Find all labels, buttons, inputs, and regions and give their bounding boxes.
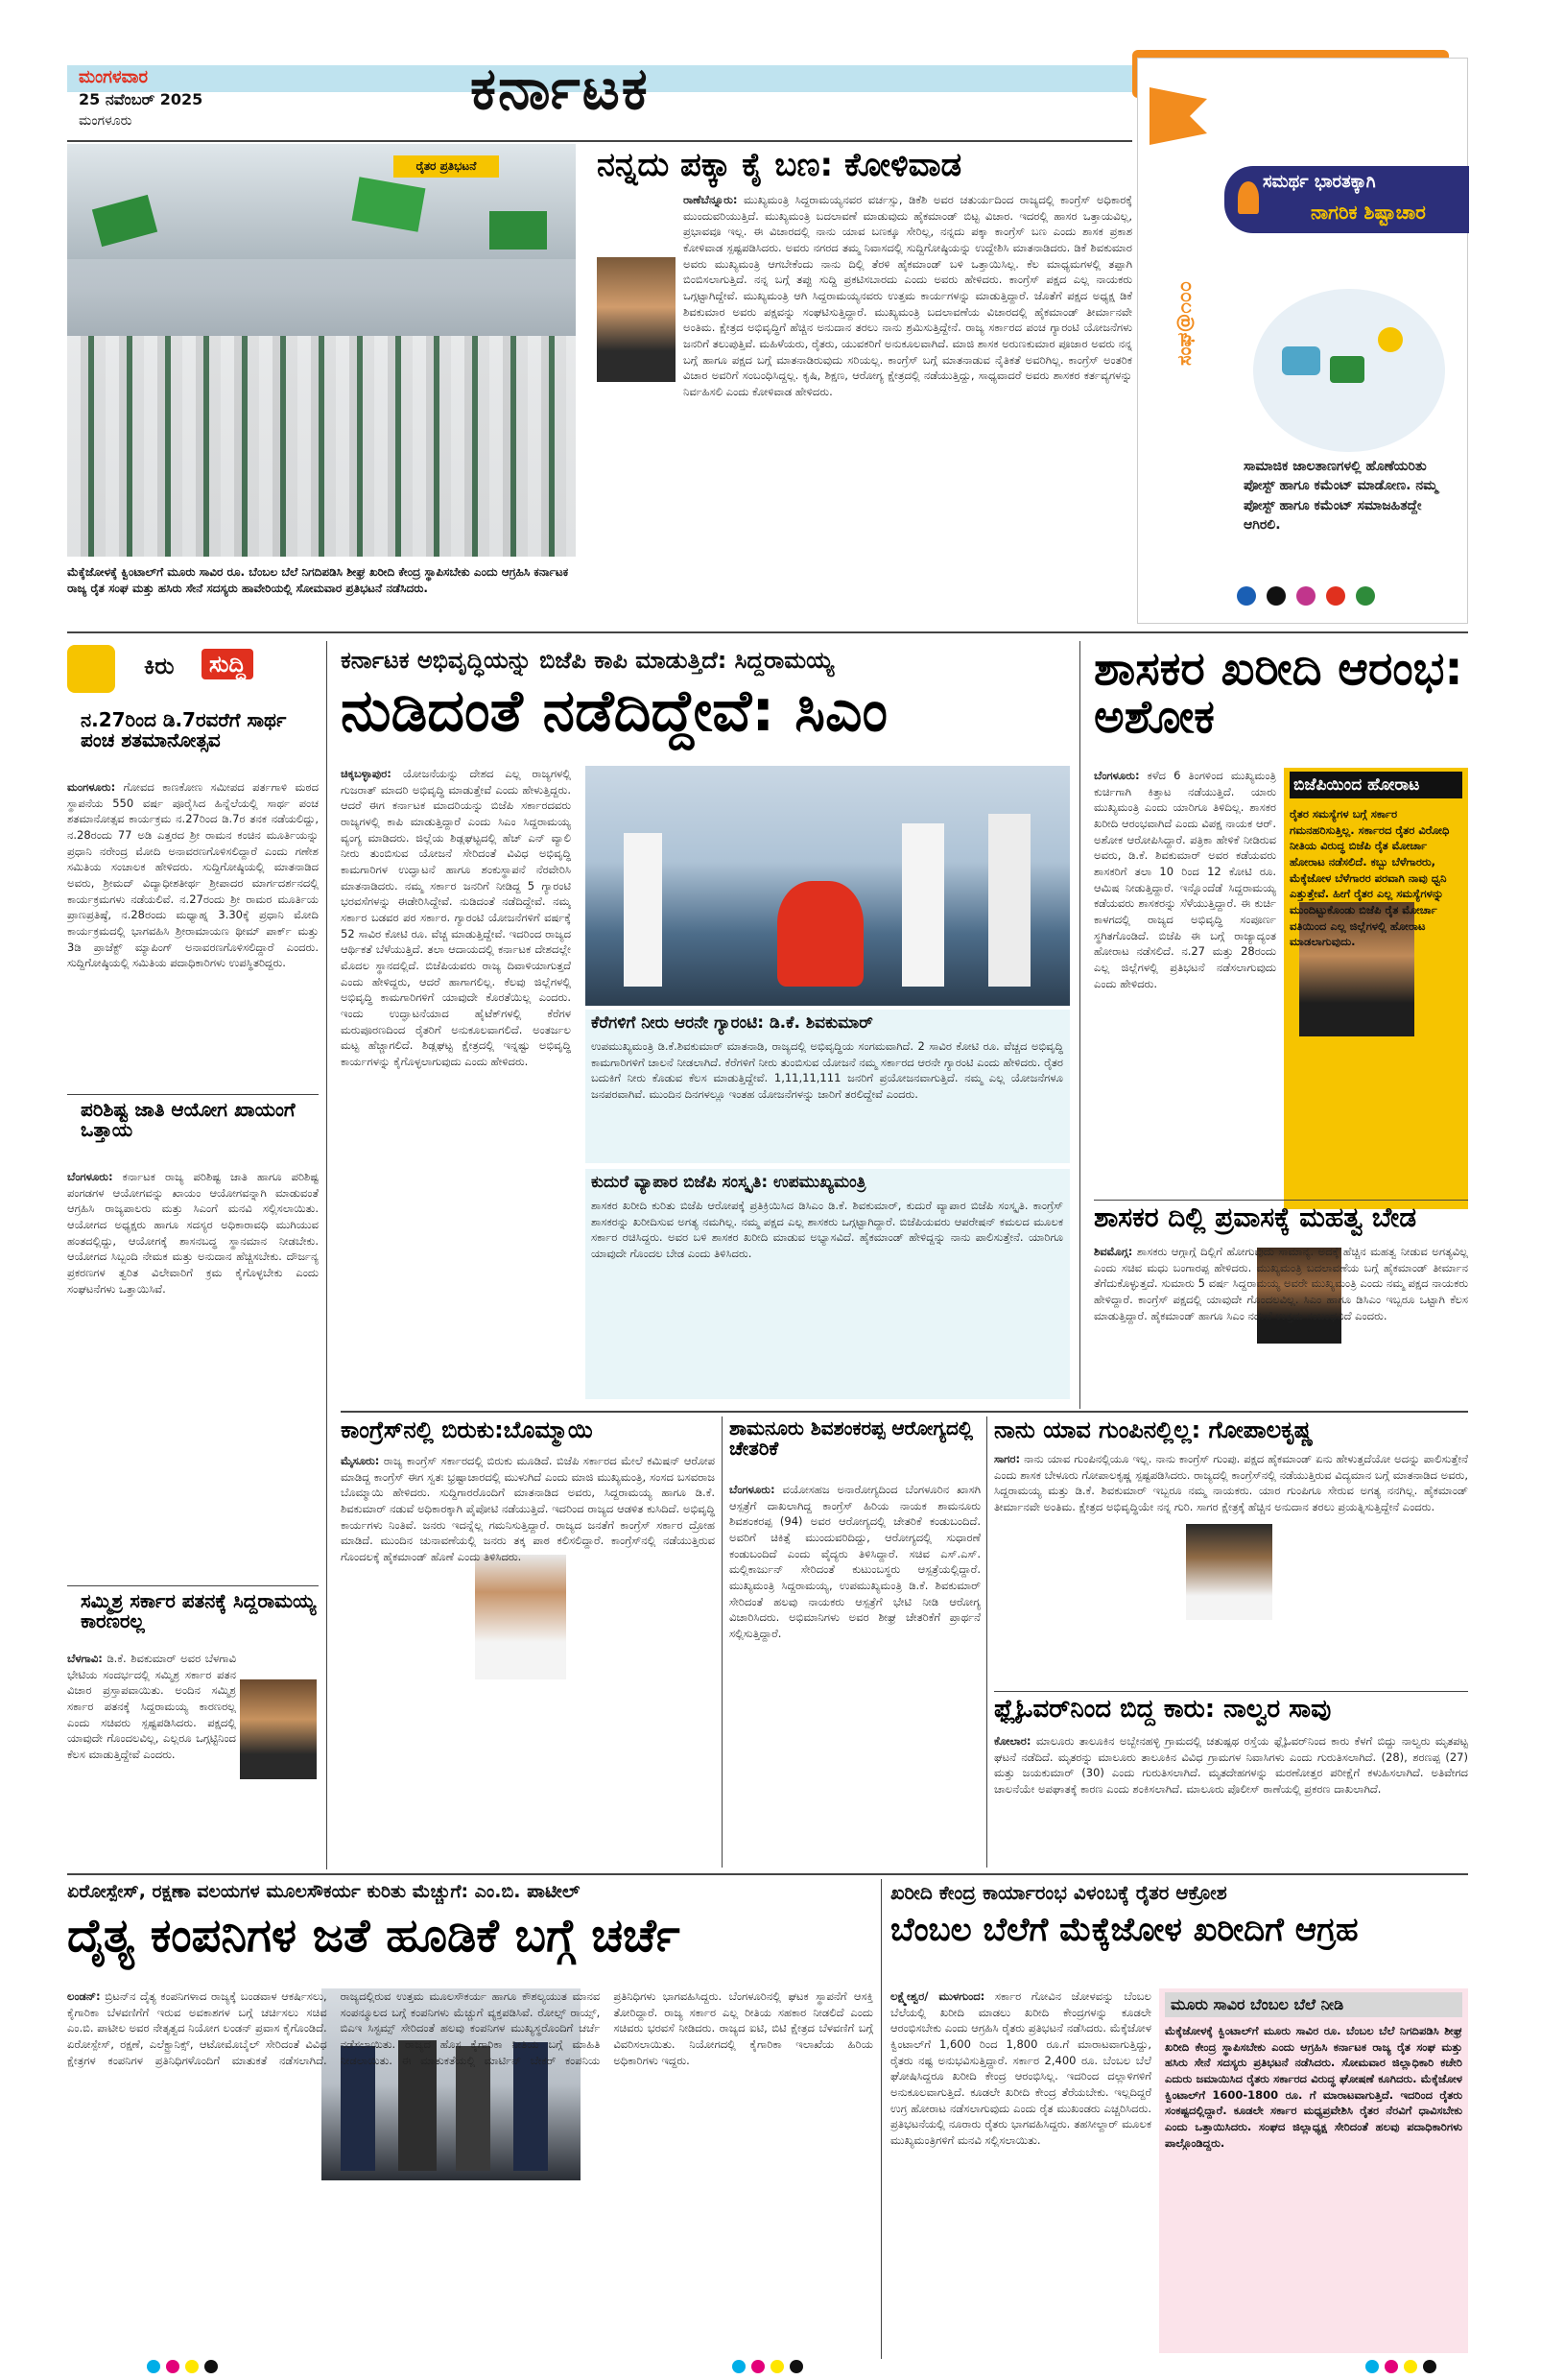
photo-caption: ಮೆಕ್ಕೆಜೋಳಕ್ಕೆ ಕ್ವಿಂಟಾಲ್‌ಗೆ ಮೂರು ಸಾವಿರ ರೂ. ಬೆಂಬಲ ಬೆಲೆ ನಿಗದಿಪಡಿಸಿ ಶೀಘ್ರ ಖರೀದಿ ಕೇಂದ್ರ ಸ್ಥಾಪಿಸಬೇಕು ಎಂದು ಆಗ್ರಹಿಸಿ ಕರ್ನಾಟಕ ರಾಜ್ಯ ರೈತ ಸಂಘ ಮತ್ತು ಹಸಿರು ಸೇನೆ ಸದಸ್ಯರು ಹಾವೇರಿಯಲ್ಲಿ ಸೋಮವಾರ ಪ್ರತಿಭಟನೆ ನಡೆಸಿದರು. (67, 565, 569, 596)
delhi-dateline: ಶಿವಮೊಗ್ಗ: (1094, 1245, 1133, 1258)
shamanur-text: ವಯೋಸಹಜ ಅನಾರೋಗ್ಯದಿಂದ ಬೆಂಗಳೂರಿನ ಖಾಸಗಿ ಆಸ್ಪತ್ರೆಗೆ ದಾಖಲಾಗಿದ್ದ ಕಾಂಗ್ರೆಸ್ ಹಿರಿಯ ನಾಯಕ ಶಾಮನೂರು ಶಿವಶಂಕರಪ್ಪ (94) ಅವರ ಆರೋಗ್ಯದಲ್ಲಿ ಚೇತರಿಕೆ ಕಂಡುಬಂದಿದೆ. ಅವರಿಗೆ ಚಿಕಿತ್ಸೆ ಮುಂದುವರಿದಿದ್ದು, ಆರೋಗ್ಯದಲ್ಲಿ ಸುಧಾರಣೆ ಕಂಡುಬಂದಿದೆ ಎಂದು ವೈದ್ಯರು ತಿಳಿಸಿದ್ದಾರೆ. ಸಚಿವ ಎಸ್.ಎಸ್. ಮಲ್ಲಿಕಾರ್ಜುನ್ ಸೇರಿದಂತೆ ಕುಟುಂಬಸ್ಥರು ಆಸ್ಪತ್ರೆಯಲ್ಲಿದ್ದಾರೆ. ಮುಖ್ಯಮಂತ್ರಿ ಸಿದ್ದರಾಮಯ್ಯ, ಉಪಮುಖ್ಯಮಂತ್ರಿ ಡಿ.ಕೆ. ಶಿವಕುಮಾರ್ ಸೇರಿದಂತೆ ಹಲವು ನಾಯಕರು ಆಸ್ಪತ್ರೆಗೆ ಭೇಟಿ ನೀಡಿ ಆರೋಗ್ಯ ವಿಚಾರಿಸಿದರು. ಅಭಿಮಾನಿಗಳು ಅವರ ಶೀಘ್ರ ಚೇತರಿಕೆಗೆ ಪ್ರಾರ್ಥನೆ ಸಲ್ಲಿಸುತ್ತಿದ್ದಾರೆ. (729, 1483, 981, 1641)
kiru-rule1 (67, 1094, 319, 1095)
shamanur-headline: ಶಾಮನೂರು ಶಿವಶಂಕರಪ್ಪ ಆರೋಗ್ಯದಲ್ಲಿ ಚೇತರಿಕೆ (729, 1416, 974, 1460)
ashoka-body (1094, 768, 1276, 1209)
kiru3-text: ಡಿ.ಕೆ. ಶಿವಕುಮಾರ್ ಅವರ ಬೆಳಗಾವಿ ಭೇಟಿಯ ಸಂದರ್ಭದಲ್ಲಿ ಸಮ್ಮಿಶ್ರ ಸರ್ಕಾರ ಪತನ ವಿಚಾರ ಪ್ರಸ್ತಾಪವಾಯಿತು. ಅಂದಿನ ಸಮ್ಮಿಶ್ರ ಸರ್ಕಾರ ಪತನಕ್ಕೆ ಸಿದ್ದರಾಮಯ್ಯ ಕಾರಣರಲ್ಲ ಎಂದು ಸಚಿವರು ಸ್ಪಷ್ಟಪಡಿಸಿದರು. ಪಕ್ಷದಲ್ಲಿ ಯಾವುದೇ ಗೊಂದಲವಿಲ್ಲ, ಎಲ್ಲರೂ ಒಗ್ಗಟ್ಟಿನಿಂದ ಕೆಲಸ ಮಾಡುತ್ತಿದ್ದೇವೆ ಎಂದರು. (67, 1652, 236, 1762)
facebook-icon[interactable] (1237, 586, 1256, 606)
whatsapp-icon[interactable] (1356, 586, 1375, 606)
col-rule-v4 (986, 1416, 987, 1868)
lead-sub2-body: ಶಾಸಕರ ಖರೀದಿ ಕುರಿತು ಬಿಜೆಪಿ ಆರೋಪಕ್ಕೆ ಪ್ರತಿಕ್ರಿಯಿಸಿದ ಡಿಸಿಎಂ ಡಿ.ಕೆ. ಶಿವಕುಮಾರ್, ಕುದುರೆ ವ್ಯಾಪಾರ ಬಿಜೆಪಿ ಸಂಸ್ಕೃತಿ. ಕಾಂಗ್ರೆಸ್ ಶಾಸಕರನ್ನು ಖರೀದಿಸುವ ಅಗತ್ಯ ನಮಗಿಲ್ಲ. ನಮ್ಮ ಪಕ್ಷದ ಎಲ್ಲ ಶಾಸಕರು ಒಗ್ಗಟ್ಟಾಗಿದ್ದಾರೆ. ಬಿಜೆಪಿಯವರು ಆಪರೇಷನ್ ಕಮಲದ ಮೂಲಕ ಸರ್ಕಾರ ರಚಿಸಿದ್ದರು. ಅವರ ಬಳಿ ಶಾಸಕರ ಖರೀದಿ ಮಾಡುವ ಅಭ್ಯಾಸವಿದೆ. ಹೈಕಮಾಂಡ್ ಹೇಳಿದ್ದನ್ನು ನಾನು ಪಾಲಿಸುತ್ತೇನೆ. ಯಾರಿಗೂ ಯಾವುದೇ ಗೊಂದಲ ಬೇಡ ಎಂದು ತಿಳಿಸಿದರು. (591, 1199, 1063, 1261)
kiru2-dateline: ಬೆಂಗಳೂರು: (67, 1170, 113, 1183)
br-kicker: ಖರೀದಿ ಕೇಂದ್ರ ಕಾರ್ಯಾರಂಭ ವಿಳಂಬಕ್ಕೆ ರೈತರ ಆಕ್ರೋಶ (890, 1881, 1227, 1904)
flag-graphic (1150, 87, 1207, 145)
shamanur-body (729, 1482, 981, 1869)
kiru1-dateline: ಮಂಗಳೂರು: (67, 780, 116, 794)
br-box-title: ಮೂರು ಸಾವಿರ ಬೆಂಬಲ ಬೆಲೆ ನೀಡಿ (1165, 1992, 1462, 2017)
bommai-body (341, 1453, 715, 1869)
promo-banner-line2: ನಾಗರಿಕ ಶಿಷ್ಟಾಚಾರ (1311, 201, 1426, 224)
bl-text: ಬ್ರಿಟನ್‌ನ ದೈತ್ಯ ಕಂಪನಿಗಳಾದ ರಾಜ್ಯಕ್ಕೆ ಬಂಡವಾಳ ಆಕರ್ಷಿಸಲು, ಕೈಗಾರಿಕಾ ಬೆಳವಣಿಗೆಗೆ ಇರುವ ಅವಕಾಶಗಳ ಬಗ್ಗೆ ಚರ್ಚಿಸಲು ಸಚಿವ ಎಂ.ಬಿ. ಪಾಟೀಲ ಅವರ ನೇತೃತ್ವದ ನಿಯೋಗ ಲಂಡನ್ ಪ್ರವಾಸ ಕೈಗೊಂಡಿದೆ. ಏರೋಸ್ಪೇಸ್, ರಕ್ಷಣೆ, ಎಲೆಕ್ಟ್ರಾನಿಕ್ಸ್, ಆಟೋಮೊಬೈಲ್ ಸೇರಿದಂತೆ ವಿವಿಧ ಕ್ಷೇತ್ರಗಳ ಕಂಪನಿಗಳ ಪ್ರತಿನಿಧಿಗಳೊಂದಿಗೆ ಮಾತುಕತೆ ನಡೆಸಲಾಗಿದೆ. ರಾಜ್ಯದಲ್ಲಿರುವ ಉತ್ತಮ ಮೂಲಸೌಕರ್ಯ ಹಾಗೂ ಕೌಶಲ್ಯಯುತ ಮಾನವ ಸಂಪನ್ಮೂಲದ ಬಗ್ಗೆ ಕಂಪನಿಗಳು ಮೆಚ್ಚುಗೆ ವ್ಯಕ್ತಪಡಿಸಿವೆ. ರೋಲ್ಸ್ ರಾಯ್ಸ್, ಬಿಎಇ ಸಿಸ್ಟಮ್ಸ್ ಸೇರಿದಂತೆ ಹಲವು ಕಂಪನಿಗಳ ಮುಖ್ಯಸ್ಥರೊಂದಿಗೆ ಚರ್ಚೆ ನಡೆಸಲಾಯಿತು. ರಾಜ್ಯದ ಹೊಸ ಕೈಗಾರಿಕಾ ನೀತಿಯ ಬಗ್ಗೆ ಮಾಹಿತಿ ನೀಡಲಾಯಿತು. ಈ ಮಾತುಕತೆಯಲ್ಲಿ ಮಾರ್ಟಿನ್ ಬೇಕರ್ ಕಂಪನಿಯ ಪ್ರತಿನಿಧಿಗಳು ಭಾಗವಹಿಸಿದ್ದರು. ಬೆಂಗಳೂರಿನಲ್ಲಿ ಘಟಕ ಸ್ಥಾಪನೆಗೆ ಆಸಕ್ತಿ ತೋರಿದ್ದಾರೆ. ರಾಜ್ಯ ಸರ್ಕಾರ ಎಲ್ಲ ರೀತಿಯ ಸಹಕಾರ ನೀಡಲಿದೆ ಎಂದು ಸಚಿವರು ಭರವಸೆ ನೀಡಿದರು. ರಾಜ್ಯದ ಐಟಿ, ಬಿಟಿ ಕ್ಷೇತ್ರದ ಬೆಳವಣಿಗೆ ಬಗ್ಗೆ ವಿವರಿಸಲಾಯಿತು. ನಿಯೋಗದಲ್ಲಿ ಕೈಗಾರಿಕಾ ಇಲಾಖೆಯ ಹಿರಿಯ ಅಧಿಕಾರಿಗಳು ಇದ್ದರು. (67, 1989, 873, 2067)
shamanur-dateline: ಬೆಂಗಳೂರು: (729, 1483, 775, 1496)
lead-sub2-headline: ಕುದುರೆ ವ್ಯಾಪಾರ ಬಿಜೆಪಿ ಸಂಸ್ಕೃತಿ: ಉಪಮುಖ್ಯಮಂತ್ರಿ (591, 1173, 866, 1192)
kiru3-dateline: ಬೆಳಗಾವಿ: (67, 1652, 103, 1665)
lead-sub1-box (585, 1010, 1070, 1163)
ashoka-box-body: ರೈತರ ಸಮಸ್ಯೆಗಳ ಬಗ್ಗೆ ಸರ್ಕಾರ ಗಮನಹರಿಸುತ್ತಿಲ್ಲ. ಸರ್ಕಾರದ ರೈತರ ವಿರೋಧಿ ನೀತಿಯ ವಿರುದ್ಧ ಬಿಜೆಪಿ ರೈತ ಮೋರ್ಚಾ ಹೋರಾಟ ನಡೆಸಲಿದೆ. ಕಬ್ಬು ಬೆಳೆಗಾರರು, ಮೆಕ್ಕೆಜೋಳ ಬೆಳೆಗಾರರ ಪರವಾಗಿ ನಾವು ಧ್ವನಿ ಎತ್ತುತ್ತೇವೆ. ಹೀಗೆ ರೈತರ ಎಲ್ಲ ಸಮಸ್ಯೆಗಳನ್ನು ಮುಂದಿಟ್ಟುಕೊಂಡು ಬಿಜೆಪಿ ರೈತ ಮೋರ್ಚಾ ವತಿಯಿಂದ ಎಲ್ಲ ಜಿಲ್ಲೆಗಳಲ್ಲಿ ಹೋರಾಟ ಮಾಡಲಾಗುವುದು. (1290, 807, 1450, 949)
masthead-date: 25 ನವೆಂಬರ್ 2025 (79, 90, 203, 108)
ashoka-headline: ಶಾಸಕರ ಖರೀದಿ ಆರಂಭ: ಅಶೋಕ (1094, 642, 1463, 745)
kiru2-body (67, 1169, 319, 1582)
promo-banner (1224, 166, 1469, 233)
lead-photo (585, 766, 1070, 1006)
masthead-day: ಮಂಗಳವಾರ (79, 67, 149, 87)
delhi-text: ಶಾಸಕರು ಆಗ್ಗಾಗ್ಗೆ ದಿಲ್ಲಿಗೆ ಹೋಗುವುದು ಸಾಮಾನ್ಯ. ಅದಕ್ಕೆ ಹೆಚ್ಚಿನ ಮಹತ್ವ ನೀಡುವ ಅಗತ್ಯವಿಲ್ಲ ಎಂದು ಸಚಿವ ಮಧು ಬಂಗಾರಪ್ಪ ಹೇಳಿದರು. ಮುಖ್ಯಮಂತ್ರಿ ಬದಲಾವಣೆಯ ಬಗ್ಗೆ ಹೈಕಮಾಂಡ್ ತೀರ್ಮಾನ ತೆಗೆದುಕೊಳ್ಳುತ್ತದೆ. ಸುಮಾರು 5 ವರ್ಷ ಸಿದ್ದರಾಮಯ್ಯ ಅವರೇ ಮುಖ್ಯಮಂತ್ರಿ ಎಂದು ನಮ್ಮ ಪಕ್ಷದ ನಾಯಕರು ಹೇಳಿದ್ದಾರೆ. ಕಾಂಗ್ರೆಸ್ ಪಕ್ಷದಲ್ಲಿ ಯಾವುದೇ ಗೊಂದಲವಿಲ್ಲ. ಸಿಎಂ ಹಾಗೂ ಡಿಸಿಎಂ ಇಬ್ಬರೂ ಒಟ್ಟಾಗಿ ಕೆಲಸ ಮಾಡುತ್ತಿದ್ದಾರೆ. ಹೈಕಮಾಂಡ್ ಹಾಗೂ ಸಿಎಂ ನಡುವೆ ಉತ್ತಮ ಸಂಬಂಧವಿದೆ ಎಂದರು. (1094, 1245, 1468, 1322)
br-box-body: ಮೆಕ್ಕೆಜೋಳಕ್ಕೆ ಕ್ವಿಂಟಾಲ್‌ಗೆ ಮೂರು ಸಾವಿರ ರೂ. ಬೆಂಬಲ ಬೆಲೆ ನಿಗದಿಪಡಿಸಿ ಶೀಘ್ರ ಖರೀದಿ ಕೇಂದ್ರ ಸ್ಥಾಪಿಸಬೇಕು ಎಂದು ಆಗ್ರಹಿಸಿ ಕರ್ನಾಟಕ ರಾಜ್ಯ ರೈತ ಸಂಘ ಮತ್ತು ಹಸಿರು ಸೇನೆ ಸದಸ್ಯರು ಪ್ರತಿಭಟನೆ ನಡೆಸಿದರು. ಸೋಮವಾರ ಜಿಲ್ಲಾಧಿಕಾರಿ ಕಚೇರಿ ಎದುರು ಜಮಾಯಿಸಿದ ರೈತರು ಸರ್ಕಾರದ ವಿರುದ್ಧ ಘೋಷಣೆ ಕೂಗಿದರು. ಮೆಕ್ಕೆಜೋಳ ಕ್ವಿಂಟಾಲ್‌ಗೆ 1600-1800 ರೂ. ಗೆ ಮಾರಾಟವಾಗುತ್ತಿದೆ. ಇದರಿಂದ ರೈತರು ಸಂಕಷ್ಟದಲ್ಲಿದ್ದಾರೆ. ಕೂಡಲೇ ಸರ್ಕಾರ ಮಧ್ಯಪ್ರವೇಶಿಸಿ ರೈತರ ನೆರವಿಗೆ ಧಾವಿಸಬೇಕು ಎಂದು ಒತ್ತಾಯಿಸಿದರು. ಸಂಘದ ಜಿಲ್ಲಾಧ್ಯಕ್ಷ ಸೇರಿದಂತೆ ಹಲವು ಪದಾಧಿಕಾರಿಗಳು ಪಾಲ್ಗೊಂಡಿದ್ದರು. (1165, 2024, 1462, 2150)
hand-icon (67, 645, 115, 693)
row2-rule (341, 1411, 1468, 1413)
kiru1-headline: ನ.27ರಿಂದ ಡಿ.7ರವರೆಗೆ ಸಾರ್ಥ ಪಂಚ ಶತಮಾನೋತ್ಸವ (81, 708, 287, 751)
print-marks-left (144, 2359, 221, 2377)
col-rule-v5 (881, 1879, 882, 2359)
kolivad-headline: ನನ್ನದು ಪಕ್ಕಾ ಕೈ ಬಣ: ಕೋಳಿವಾಡ (597, 146, 962, 184)
col-rule-v3 (722, 1416, 723, 1868)
masthead-place: ಮಂಗಳೂರು (79, 113, 132, 129)
kirusuddi-label (67, 645, 326, 691)
gopalakrishna-dateline: ಸಾಗರ: (994, 1452, 1021, 1465)
social-graphic (1253, 289, 1445, 452)
emoji-icon (1378, 327, 1403, 352)
ashoka-dateline: ಬೆಂಗಳೂರು: (1094, 769, 1140, 782)
kiru2-headline: ಪರಿಶಿಷ್ಟ ಜಾತಿ ಆಯೋಗ ಖಾಯಂಗೆ ಒತ್ತಾಯ (81, 1098, 296, 1141)
gopalakrishna-body (994, 1451, 1468, 1679)
masthead-rule (67, 140, 1132, 142)
social-icons (1234, 586, 1378, 609)
instagram-icon[interactable] (1296, 586, 1316, 606)
kiru1-body (67, 779, 319, 1090)
row1-rule (67, 631, 1468, 633)
farmers-protest-photo (67, 144, 576, 557)
lead-headline: ನುಡಿದಂತೆ ನಡೆದಿದ್ದೇವೆ: ಸಿಎಂ (341, 678, 889, 745)
section-title: ಕರ್ನಾಟಕ (470, 56, 650, 123)
kirusuddi-label-b: ಸುದ್ದಿ (202, 649, 253, 679)
kiru1-text: ಗೋವದ ಕಾಣಕೋಣ ಸಮೀಪದ ಪರ್ತಗಾಳಿ ಮಠದ ಸ್ಥಾಪನೆಯ 550 ವರ್ಷ ಪೂರೈಸಿದ ಹಿನ್ನೆಲೆಯಲ್ಲಿ ಸಾರ್ಥ ಪಂಚ ಶತಮಾನೋತ್ಸವ ಕಾರ್ಯಕ್ರಮ ನ.27ರಿಂದ ಡಿ.7ರ ತನಕ ನಡೆಯಲಿದ್ದು, ನ.28ರಂದು 77 ಅಡಿ ಎತ್ತರದ ಶ್ರೀ ರಾಮನ ಕಂಚಿನ ಮೂರ್ತಿಯನ್ನು ಪ್ರಧಾನಿ ನರೇಂದ್ರ ಮೋದಿ ಅನಾವರಣಗೊಳಿಸಲಿದ್ದಾರೆ ಎಂದು ಗಣೇಶ ಸಮಿತಿಯ ಸಂಚಾಲಕ ಹೇಳಿದರು. ಸುದ್ದಿಗೋಷ್ಠಿಯಲ್ಲಿ ಮಾತನಾಡಿದ ಅವರು, ಶ್ರೀಮದ್ ವಿದ್ಯಾಧೀಶತೀರ್ಥ ಶ್ರೀಪಾದರ ಮಾರ್ಗದರ್ಶನದಲ್ಲಿ ಕಾರ್ಯಕ್ರಮಗಳು ನಡೆಯಲಿವೆ. ನ.27ರಂದು ಶ್ರೀ ರಾಮರ ಮೂರ್ತಿಯ ಪ್ರಾಣಪ್ರತಿಷ್ಠೆ, ನ.28ರಂದು ಮಧ್ಯಾಹ್ನ 3.30ಕ್ಕೆ ಪ್ರಧಾನಿ ಮೋದಿ ಕಾರ್ಯಕ್ರಮದಲ್ಲಿ ಭಾಗವಹಿಸಿ ಶ್ರೀರಾಮಾಯಣ ಥೀಮ್ ಪಾರ್ಕ್ ಮತ್ತು 3ಡಿ ಪ್ರಾಜೆಕ್ಟ್ ಮ್ಯಾಪಿಂಗ್ ಅನಾವರಣಗೊಳಿಸಲಿದ್ದಾರೆ ಎಂದರು. ಸುದ್ದಿಗೋಷ್ಠಿಯಲ್ಲಿ ಸಮಿತಿಯ ಪದಾಧಿಕಾರಿಗಳು ಉಪಸ್ಥಿತರಿದ್ದರು. (67, 780, 319, 970)
flyover-text: ಮಾಲೂರು ತಾಲೂಕಿನ ಅಬ್ಬೇನಹಳ್ಳಿ ಗ್ರಾಮದಲ್ಲಿ ಚತುಷ್ಪಥ ರಸ್ತೆಯ ಫ್ಲೈಓವರ್‌ನಿಂದ ಕಾರು ಕೆಳಗೆ ಬಿದ್ದು ನಾಲ್ವರು ಮೃತಪಟ್ಟ ಘಟನೆ ನಡೆದಿದೆ. ಮೃತರನ್ನು ಮಾಲೂರು ತಾಲೂಕಿನ ವಿವಿಧ ಗ್ರಾಮಗಳ ನಿವಾಸಿಗಳು ಎಂದು ಗುರುತಿಸಲಾಗಿದೆ. (28), ಶರಣಪ್ಪ (27) ಮತ್ತು ಜಯಕುಮಾರ್ (30) ಎಂದು ಗುರುತಿಸಲಾಗಿದೆ. ಮೃತದೇಹಗಳನ್ನು ಮರಣೋತ್ತರ ಪರೀಕ್ಷೆಗೆ ಕಳುಹಿಸಲಾಗಿದೆ. ಅತಿವೇಗದ ಚಾಲನೆಯೇ ಅಪಘಾತಕ್ಕೆ ಕಾರಣ ಎಂದು ಶಂಕಿಸಲಾಗಿದೆ. ಮಾಲೂರು ಪೊಲೀಸ್ ಠಾಣೆಯಲ್ಲಿ ಪ್ರಕರಣ ದಾಖಲಾಗಿದೆ. (994, 1734, 1468, 1797)
br-body (890, 1988, 1151, 2353)
chat-icon (1282, 346, 1320, 375)
lead-body (341, 766, 571, 1399)
bommai-headline: ಕಾಂಗ್ರೆಸ್‌ನಲ್ಲಿ ಬಿರುಕು:ಬೊಮ್ಮಾಯಿ (341, 1416, 593, 1443)
lead-text: ಯೋಜನೆಯನ್ನು ದೇಶದ ಎಲ್ಲ ರಾಜ್ಯಗಳಲ್ಲಿ ಗುಜರಾತ್ ಮಾದರಿ ಅಭಿವೃದ್ಧಿ ಮಾಡುತ್ತೇವೆ ಎಂದು ಹೇಳುತ್ತಿದ್ದರು. ಆದರೆ ಈಗ ಕರ್ನಾಟಕ ಮಾದರಿಯನ್ನು ಬಿಜೆಪಿ ಸರ್ಕಾರದವರು ರಾಜ್ಯಗಳಲ್ಲಿ ಕಾಪಿ ಮಾಡುತ್ತಿದ್ದಾರೆ ಎಂದು ಸಿಎಂ ಸಿದ್ದರಾಮಯ್ಯ ವ್ಯಂಗ್ಯ ಮಾಡಿದರು. ಜಿಲ್ಲೆಯ ಶಿಡ್ಲಘಟ್ಟದಲ್ಲಿ ಹೆಚ್ ಎನ್ ವ್ಯಾಲಿ ನೀರು ತುಂಬಿಸುವ ಯೋಜನೆ ಸೇರಿದಂತೆ ವಿವಿಧ ಅಭಿವೃದ್ಧಿ ಕಾಮಗಾರಿಗಳ ಉದ್ಘಾಟನೆ ಹಾಗೂ ಶಂಕುಸ್ಥಾಪನೆ ನೆರವೇರಿಸಿ ಮಾತನಾಡಿದರು. ನಮ್ಮ ಸರ್ಕಾರ ಜನರಿಗೆ ನೀಡಿದ್ದ 5 ಗ್ಯಾರಂಟಿ ಭರವಸೆಗಳನ್ನು ಈಡೇರಿಸಿದ್ದೇವೆ. ನುಡಿದಂತೆ ನಡೆದಿದ್ದೇವೆ. ನಮ್ಮ ಸರ್ಕಾರ ಬಡವರ ಪರ ಸರ್ಕಾರ. ಗ್ಯಾರಂಟಿ ಯೋಜನೆಗಳಿಗೆ ವರ್ಷಕ್ಕೆ 52 ಸಾವಿರ ಕೋಟಿ ರೂ. ವೆಚ್ಚ ಮಾಡುತ್ತಿದ್ದೇವೆ. ಇದರಿಂದ ರಾಜ್ಯದ ಆರ್ಥಿಕತೆ ಬೆಳೆಯುತ್ತಿದೆ. ತಲಾ ಆದಾಯದಲ್ಲಿ ಕರ್ನಾಟಕ ದೇಶದಲ್ಲೇ ಮೊದಲ ಸ್ಥಾನದಲ್ಲಿದೆ. ಬಿಜೆಪಿಯವರು ರಾಜ್ಯ ದಿವಾಳಿಯಾಗುತ್ತದೆ ಎಂದು ಹೇಳಿದ್ದರು, ಆದರೆ ಹಾಗಾಗಲಿಲ್ಲ. ಕೆಲವು ಜಿಲ್ಲೆಗಳಲ್ಲಿ ಅಭಿವೃದ್ಧಿ ಕಾಮಗಾರಿಗಳಿಗೆ ಯಾವುದೇ ಕೊರತೆಯಿಲ್ಲ ಎಂದರು. ಇಂದು ಉದ್ಘಾಟನೆಯಾದ ಹೈಟೆಕ್‌ಗಳಲ್ಲಿ ಕೆರೆಗಳ ಮರುಪೂರಣದಿಂದ ರೈತರಿಗೆ ಅನುಕೂಲವಾಗಲಿದೆ. ಅಂತರ್ಜಲ ಮಟ್ಟ ಹೆಚ್ಚಾಗಲಿದೆ. ಶಿಡ್ಲಘಟ್ಟ ಕ್ಷೇತ್ರದಲ್ಲಿ ಇನ್ನಷ್ಟು ಅಭಿವೃದ್ಧಿ ಕಾರ್ಯಗಳನ್ನು ಕೈಗೊಳ್ಳಲಾಗುವುದು ಎಂದು ಹೇಳಿದರು. (341, 767, 571, 1069)
bl-body (67, 1988, 873, 2353)
lead-kicker: ಕರ್ನಾಟಕ ಅಭಿವೃದ್ಧಿಯನ್ನು ಬಿಜೆಪಿ ಕಾಪಿ ಮಾಡುತ್ತಿದೆ: ಸಿದ್ದರಾಮಯ್ಯ (341, 647, 835, 674)
promo-box (1137, 58, 1468, 624)
flyover-dateline: ಕೋಲಾರ: (994, 1734, 1031, 1748)
br-box (1159, 1988, 1468, 2353)
promo-banner-line1: ಸಮರ್ಥ ಭಾರತಕ್ಕಾಗಿ (1263, 172, 1376, 192)
ashoka-text: ಕಳೆದ 6 ತಿಂಗಳಿಂದ ಮುಖ್ಯಮಂತ್ರಿ ಕುರ್ಚಿಗಾಗಿ ಕಿತ್ತಾಟ ನಡೆಯುತ್ತಿದೆ. ಯಾರು ಮುಖ್ಯಮಂತ್ರಿ ಎಂದು ಯಾರಿಗೂ ತಿಳಿದಿಲ್ಲ. ಶಾಸಕರ ಖರೀದಿ ಆರಂಭವಾಗಿದೆ ಎಂದು ವಿಪಕ್ಷ ನಾಯಕ ಆರ್. ಅಶೋಕ ಆರೋಪಿಸಿದ್ದಾರೆ. ಪತ್ರಿಕಾ ಹೇಳಿಕೆ ನೀಡಿರುವ ಅವರು, ಡಿ.ಕೆ. ಶಿವಕುಮಾರ್ ಅವರ ಕಡೆಯವರು ಶಾಸಕರಿಗೆ ತಲಾ 10 ರಿಂದ 12 ಕೋಟಿ ರೂ. ಆಮಿಷ ನೀಡುತ್ತಿದ್ದಾರೆ. ಇನ್ನೊಂದೆಡೆ ಸಿದ್ದರಾಮಯ್ಯ ಕಡೆಯವರು ಶಾಸಕರನ್ನು ಸೆಳೆಯುತ್ತಿದ್ದಾರೆ. ಈ ಕುರ್ಚಿ ಕಾಳಗದಲ್ಲಿ ರಾಜ್ಯದ ಅಭಿವೃದ್ಧಿ ಸಂಪೂರ್ಣ ಸ್ಥಗಿತಗೊಂಡಿದೆ. ಬಿಜೆಪಿ ಈ ಬಗ್ಗೆ ರಾಜ್ಯಾದ್ಯಂತ ಹೋರಾಟ ನಡೆಸಲಿದೆ. ನ.27 ಮತ್ತು 28ರಂದು ಎಲ್ಲ ಜಿಲ್ಲೆಗಳಲ್ಲಿ ಪ್ರತಿಭಟನೆ ನಡೆಸಲಾಗುವುದು ಎಂದು ಹೇಳಿದರು. (1094, 769, 1276, 990)
kiru2-text: ಕರ್ನಾಟಕ ರಾಜ್ಯ ಪರಿಶಿಷ್ಟ ಜಾತಿ ಹಾಗೂ ಪರಿಶಿಷ್ಟ ಪಂಗಡಗಳ ಆಯೋಗವನ್ನು ಖಾಯಂ ಆಯೋಗವನ್ನಾಗಿ ಮಾಡುವಂತೆ ಆಗ್ರಹಿಸಿ ರಾಜ್ಯಪಾಲರು ಮತ್ತು ಸಿಎಂಗೆ ಮನವಿ ಸಲ್ಲಿಸಲಾಯಿತು. ಆಯೋಗದ ಅಧ್ಯಕ್ಷರು ಹಾಗೂ ಸದಸ್ಯರ ಅಧಿಕಾರಾವಧಿ ಮುಗಿಯುವ ಹಂತದಲ್ಲಿದ್ದು, ಆಯೋಗಕ್ಕೆ ಶಾಸನಬದ್ಧ ಸ್ಥಾನಮಾನ ನೀಡಬೇಕು. ಆಯೋಗದ ಸಿಬ್ಬಂದಿ ನೇಮಕ ಮತ್ತು ಅನುದಾನ ಹೆಚ್ಚಿಸಬೇಕು. ದೌರ್ಜನ್ಯ ಪ್ರಕರಣಗಳ ತ್ವರಿತ ವಿಲೇವಾರಿಗೆ ಕ್ರಮ ಕೈಗೊಳ್ಳಬೇಕು ಎಂದು ಸಂಘಟನೆಗಳು ಒತ್ತಾಯಿಸಿವೆ. (67, 1170, 319, 1296)
print-marks-right (1363, 2359, 1439, 2377)
x-icon[interactable] (1267, 586, 1286, 606)
col-rule-v1 (326, 641, 327, 1869)
ashoka-rule (1094, 1200, 1468, 1201)
row3-rule (67, 1873, 1468, 1875)
delhi-body (1094, 1244, 1468, 1399)
bommai-text: ರಾಜ್ಯ ಕಾಂಗ್ರೆಸ್ ಸರ್ಕಾರದಲ್ಲಿ ಬಿರುಕು ಮೂಡಿದೆ. ಬಿಜೆಪಿ ಸರ್ಕಾರದ ಮೇಲೆ ಕಮಿಷನ್ ಆರೋಪ ಮಾಡಿದ್ದ ಕಾಂಗ್ರೆಸ್ ಈಗ ಸ್ವತಃ ಭ್ರಷ್ಟಾಚಾರದಲ್ಲಿ ಮುಳುಗಿದೆ ಎಂದು ಮಾಜಿ ಮುಖ್ಯಮಂತ್ರಿ, ಸಂಸದ ಬಸವರಾಜ ಬೊಮ್ಮಾಯಿ ಹೇಳಿದರು. ಸುದ್ದಿಗಾರರೊಂದಿಗೆ ಮಾತನಾಡಿದ ಅವರು, ಸಿದ್ದರಾಮಯ್ಯ ಹಾಗೂ ಡಿ.ಕೆ. ಶಿವಕುಮಾರ್ ನಡುವೆ ಅಧಿಕಾರಕ್ಕಾಗಿ ಪೈಪೋಟಿ ನಡೆಯುತ್ತಿದೆ. ಇದರಿಂದ ರಾಜ್ಯದ ಆಡಳಿತ ಕುಸಿದಿದೆ. ಅಭಿವೃದ್ಧಿ ಕಾರ್ಯಗಳು ನಿಂತಿವೆ. ಜನರು ಇದನ್ನೆಲ್ಲ ಗಮನಿಸುತ್ತಿದ್ದಾರೆ. ರಾಜ್ಯದ ಜನತೆಗೆ ಕಾಂಗ್ರೆಸ್ ಸರ್ಕಾರ ದ್ರೋಹ ಮಾಡಿದೆ. ಮುಂದಿನ ಚುನಾವಣೆಯಲ್ಲಿ ಜನರು ತಕ್ಕ ಪಾಠ ಕಲಿಸಲಿದ್ದಾರೆ. ಕಾಂಗ್ರೆಸ್‌ನಲ್ಲಿ ನಡೆಯುತ್ತಿರುವ ಗೊಂದಲಕ್ಕೆ ಹೈಕಮಾಂಡ್ ಹೊಣೆ ಎಂದು ತಿಳಿಸಿದರು. (341, 1454, 715, 1564)
delhi-headline: ಶಾಸಕರ ದಿಲ್ಲಿ ಪ್ರವಾಸಕ್ಕೆ ಮಹತ್ವ ಬೇಡ (1094, 1202, 1417, 1233)
br-headline: ಬೆಂಬಲ ಬೆಲೆಗೆ ಮೆಕ್ಕೆಜೋಳ ಖರೀದಿಗೆ ಆಗ್ರಹ (890, 1911, 1359, 1949)
gopalakrishna-headline: ನಾನು ಯಾವ ಗುಂಪಿನಲ್ಲಿಲ್ಲ: ಗೋಪಾಲಕೃಷ್ಣ (994, 1416, 1314, 1443)
lead-sub2-box (585, 1169, 1070, 1399)
bommai-dateline: ಮೈಸೂರು: (341, 1454, 380, 1467)
bl-headline: ದೈತ್ಯ ಕಂಪನಿಗಳ ಜತೆ ಹೂಡಿಕೆ ಬಗ್ಗೆ ಚರ್ಚೆ (67, 1909, 680, 1963)
ashoka-box-title: ಬಿಜೆಪಿಯಿಂದ ಹೋರಾಟ (1290, 772, 1462, 798)
lead-dateline: ಚಿಕ್ಕಬಳ್ಳಾಪುರ: (341, 767, 391, 780)
kiru3-headline: ಸಮ್ಮಿಶ್ರ ಸರ್ಕಾರ ಪತನಕ್ಕೆ ಸಿದ್ದರಾಮಯ್ಯ ಕಾರಣರಲ್ಲ (81, 1589, 317, 1632)
promo-side-text: ಸಂಘ@೧೦೦ (1173, 280, 1196, 366)
ashoka-box (1284, 768, 1468, 1209)
gopalakrishna-text: ನಾನು ಯಾವ ಗುಂಪಿನಲ್ಲಿಯೂ ಇಲ್ಲ. ನಾನು ಕಾಂಗ್ರೆಸ್ ಗುಂಪು. ಪಕ್ಷದ ಹೈಕಮಾಂಡ್ ಏನು ಹೇಳುತ್ತದೆಯೋ ಅದನ್ನು ಪಾಲಿಸುತ್ತೇನೆ ಎಂದು ಶಾಸಕ ಬೇಳೂರು ಗೋಪಾಲಕೃಷ್ಣ ಸ್ಪಷ್ಟಪಡಿಸಿದರು. ರಾಜ್ಯದಲ್ಲಿ ಕಾಂಗ್ರೆಸ್‌ನಲ್ಲಿ ನಡೆಯುತ್ತಿರುವ ವಿದ್ಯಮಾನ ಬಗ್ಗೆ ಮಾತನಾಡಿದ ಅವರು, ಸಿದ್ದರಾಮಯ್ಯ ಮತ್ತು ಡಿ.ಕೆ. ಶಿವಕುಮಾರ್ ಇಬ್ಬರೂ ನಮ್ಮ ನಾಯಕರು. ಯಾರ ಗುಂಪಿಗೂ ಸೇರುವ ಅಗತ್ಯ ನನಗಿಲ್ಲ. ಹೈಕಮಾಂಡ್ ತೀರ್ಮಾನವೇ ಅಂತಿಮ. ಕ್ಷೇತ್ರದ ಅಭಿವೃದ್ಧಿಯೇ ನನ್ನ ಗುರಿ. ಸಾಗರ ಕ್ಷೇತ್ರಕ್ಕೆ ಹೆಚ್ಚಿನ ಅನುದಾನ ತರಲು ಪ್ರಯತ್ನಿಸುತ್ತಿದ್ದೇನೆ ಎಂದರು. (994, 1452, 1468, 1514)
flyover-body (994, 1733, 1468, 1869)
flyover-headline: ಫ್ಲೈಓವರ್‌ನಿಂದ ಬಿದ್ದ ಕಾರು: ನಾಲ್ವರ ಸಾವು (994, 1695, 1332, 1724)
br-text: ಸರ್ಕಾರ ಗೋವಿನ ಜೋಳವನ್ನು ಬೆಂಬಲ ಬೆಲೆಯಲ್ಲಿ ಖರೀದಿ ಮಾಡಲು ಖರೀದಿ ಕೇಂದ್ರಗಳನ್ನು ಕೂಡಲೇ ಆರಂಭಿಸಬೇಕು ಎಂದು ಆಗ್ರಹಿಸಿ ರೈತರು ಪ್ರತಿಭಟನೆ ನಡೆಸಿದರು. ಮೆಕ್ಕೆಜೋಳ ಕ್ವಿಂಟಾಲ್‌ಗೆ 1,600 ರಿಂದ 1,800 ರೂ.ಗೆ ಮಾರಾಟವಾಗುತ್ತಿದ್ದು, ರೈತರು ನಷ್ಟ ಅನುಭವಿಸುತ್ತಿದ್ದಾರೆ. ಸರ್ಕಾರ 2,400 ರೂ. ಬೆಂಬಲ ಬೆಲೆ ಘೋಷಿಸಿದ್ದರೂ ಖರೀದಿ ಕೇಂದ್ರ ಆರಂಭಿಸಿಲ್ಲ. ಇದರಿಂದ ದಲ್ಲಾಳಿಗಳಿಗೆ ಅನುಕೂಲವಾಗುತ್ತಿದೆ. ಕೂಡಲೇ ಖರೀದಿ ಕೇಂದ್ರ ತೆರೆಯಬೇಕು. ಇಲ್ಲದಿದ್ದರೆ ಉಗ್ರ ಹೋರಾಟ ನಡೆಸಲಾಗುವುದು ಎಂದು ರೈತ ಮುಖಂಡರು ಎಚ್ಚರಿಸಿದರು. ಪ್ರತಿಭಟನೆಯಲ್ಲಿ ನೂರಾರು ರೈತರು ಭಾಗವಹಿಸಿದ್ದರು. ತಹಸೀಲ್ದಾರ್ ಮೂಲಕ ಮುಖ್ಯಮಂತ್ರಿಗಳಿಗೆ ಮನವಿ ಸಲ್ಲಿಸಲಾಯಿತು. (890, 1989, 1151, 2148)
kirusuddi-label-a: ಕಿರು (144, 653, 175, 679)
kolivad-text: ಮುಖ್ಯಮಂತ್ರಿ ಸಿದ್ದರಾಮಯ್ಯನವರ ವರ್ಚಸ್ಸು, ಡಿಕೆಶಿ ಅವರ ಚತುರ್ಯದಿಂದ ರಾಜ್ಯದಲ್ಲಿ ಕಾಂಗ್ರೆಸ್ ಅಧಿಕಾರಕ್ಕೆ ಮುಂದುವರಿಯುತ್ತಿದೆ. ಮುಖ್ಯಮಂತ್ರಿ ಬದಲಾವಣೆ ಮಾಡುವುದು ಹೈಕಮಾಂಡ್ ಬಿಟ್ಟ ವಿಚಾರ. ಇದರಲ್ಲಿ ಹಾಸರ ಒತ್ತಾಯವಿಲ್ಲ, ಪ್ರಭಾವವೂ ಇಲ್ಲ. ಈ ವಿಚಾರದಲ್ಲಿ ನಾನು ಯಾವ ಬಣಕ್ಕೂ ಸೇರಿಲ್ಲ, ನನ್ನದು ಪಕ್ಕಾ ಕಾಂಗ್ರೆಸ್ ಬಣ ಎಂದು ಶಾಸಕ ಪ್ರಕಾಶ ಕೋಳಿವಾಡ ಸ್ಪಷ್ಟಪಡಿಸಿದರು. ಅವರು ನಗರದ ತಮ್ಮ ನಿವಾಸದಲ್ಲಿ ಸುದ್ದಿಗೋಷ್ಠಿಯನ್ನು ಉದ್ದೇಶಿಸಿ ಮಾತನಾಡಿದರು. ಡಿಕೆ ಶಿವಕುಮಾರ ಅವರು ಮುಖ್ಯಮಂತ್ರಿ ಆಗಬೇಕೆಂದು ನಾನು ದಿಲ್ಲಿ ತೆರಳಿ ಹೈಕಮಾಂಡ್ ಬಳಿ ಒತ್ತಾಯಿಸಿಲ್ಲ. ಕೆಲ ಮಾಧ್ಯಮಗಳಲ್ಲಿ ತಪ್ಪಾಗಿ ಬಿಂಬಿಸಲಾಗುತ್ತಿದೆ. ನನ್ನ ಬಗ್ಗೆ ತಪ್ಪು ಸುದ್ದಿ ಪ್ರಕಟಿಸಬಾರದು ಎಂದು ಅವರು ಹೇಳಿದರು. ಕಾಂಗ್ರೆಸ್ ಪಕ್ಷದ ಎಲ್ಲ ನಾಯಕರು ಒಗ್ಗಟ್ಟಾಗಿದ್ದೇವೆ. ಮುಖ್ಯಮಂತ್ರಿ ಆಗಿ ಸಿದ್ದರಾಮಯ್ಯನವರು ಉತ್ತಮ ಕಾರ್ಯಗಳನ್ನು ಮಾಡುತ್ತಿದ್ದಾರೆ. ಜೊತೆಗೆ ಪಕ್ಷದ ಅಧ್ಯಕ್ಷ ಡಿಕೆ ಶಿವಕುಮಾರ ಅವರು ಪಕ್ಷವನ್ನು ಸಂಘಟಿಸುತ್ತಿದ್ದಾರೆ. ಮುಖ್ಯಮಂತ್ರಿ ಬದಲಾವಣೆಯ ವಿಚಾರದಲ್ಲಿ ಹೈಕಮಾಂಡ್ ತೀರ್ಮಾನವೇ ಅಂತಿಮ. ಕ್ಷೇತ್ರದ ಅಭಿವೃದ್ಧಿಗೆ ಹೆಚ್ಚಿನ ಅನುದಾನ ತರಲು ನಾನು ಶ್ರಮಿಸುತ್ತಿದ್ದೇನೆ. ರಾಜ್ಯ ಸರ್ಕಾರದ ಪಂಚ ಗ್ಯಾರಂಟಿ ಯೋಜನೆಗಳು ಜನರಿಗೆ ತಲುಪುತ್ತಿವೆ. ಮಹಿಳೆಯರು, ರೈತರು, ಯುವಕರಿಗೆ ಅನುಕೂಲವಾಗಿದೆ. ಮಾಜಿ ಶಾಸಕ ಅರುಣಕುಮಾರ ಪೂಜಾರ ಅವರು ನನ್ನ ಬಗ್ಗೆ ಹಾಗೂ ಪಕ್ಷದ ಬಗ್ಗೆ ಮಾತನಾಡಿರುವುದು ಸರಿಯಲ್ಲ. ಕಾಂಗ್ರೆಸ್ ಬಗ್ಗೆ ಮಾತನಾಡುವ ನೈತಿಕತೆ ಅವರಿಗಿಲ್ಲ. ಕಾಂಗ್ರೆಸ್ ಅಂತರಿಕ ವಿಚಾರ ಅವರಿಗೆ ಸಂಬಂಧಿಸಿದ್ದಲ್ಲ. ಕೃಷಿ, ಶಿಕ್ಷಣ, ಆರೋಗ್ಯ ಕ್ಷೇತ್ರದಲ್ಲಿ ನಡೆಯುತ್ತಿದ್ದು, ಸಾಧ್ಯವಾದರೆ ಅವರು ಶಾಸಕರ ಕರ್ತವ್ಯಗಳನ್ನು ನಿರ್ವಹಿಸಲಿ ಎಂದು ಕೋಳಿವಾಡ ಹೇಳಿದರು. (683, 193, 1132, 399)
bl-kicker: ಏರೋಸ್ಪೇಸ್, ರಕ್ಷಣಾ ವಲಯಗಳ ಮೂಲಸೌಕರ್ಯ ಕುರಿತು ಮೆಚ್ಚುಗೆ: ಎಂ.ಬಿ. ಪಾಟೀಲ್ (67, 1881, 581, 1902)
print-marks-center (729, 2359, 806, 2377)
kolivad-body (597, 192, 1132, 614)
kiru-rule2 (67, 1585, 319, 1586)
lead-sub1-headline: ಕೆರೆಗಳಿಗೆ ನೀರು ಆರನೇ ಗ್ಯಾರಂಟಿ: ಡಿ.ಕೆ. ಶಿವಕುಮಾರ್ (591, 1013, 873, 1033)
br-dateline: ಲಕ್ಷ್ಮೇಶ್ವರ/ ಮುಳಗುಂದ: (890, 1989, 985, 2003)
mail-icon (1330, 356, 1364, 383)
gopal-rule (994, 1691, 1468, 1692)
youtube-icon[interactable] (1326, 586, 1345, 606)
kolivad-dateline: ರಾಣೆಬೆನ್ನೂರು: (683, 193, 738, 206)
lotus-icon (1238, 181, 1259, 214)
col-rule-v2 (1079, 641, 1080, 1409)
kiru3-body (67, 1651, 319, 1864)
promo-message: ಸಾಮಾಜಿಕ ಜಾಲತಾಣಗಳಲ್ಲಿ ಹೊಣೆಯರಿತು ಪೋಸ್ಟ್ ಹಾಗೂ ಕಮೆಂಟ್ ಮಾಡೋಣ. ನಮ್ಮ ಪೋಸ್ಟ್ ಹಾಗೂ ಕಮೆಂಟ್ ಸಮಾಜಹಿತದ್ದೇ ಆಗಿರಲಿ. (1244, 459, 1438, 533)
bl-dateline: ಲಂಡನ್: (67, 1989, 101, 2003)
photo-tag: ರೈತರ ಪ್ರತಿಭಟನೆ (393, 155, 499, 178)
lead-sub1-body: ಉಪಮುಖ್ಯಮಂತ್ರಿ ಡಿ.ಕೆ.ಶಿವಕುಮಾರ್ ಮಾತನಾಡಿ, ರಾಜ್ಯದಲ್ಲಿ ಅಭಿವೃದ್ಧಿಯ ಸಂಗಮವಾಗಿದೆ. 2 ಸಾವಿರ ಕೋಟಿ ರೂ. ವೆಚ್ಚದ ಅಭಿವೃದ್ಧಿ ಕಾಮಗಾರಿಗಳಿಗೆ ಚಾಲನೆ ನೀಡಲಾಗಿದೆ. ಕೆರೆಗಳಿಗೆ ನೀರು ತುಂಬಿಸುವ ಯೋಜನೆ ನಮ್ಮ ಸರ್ಕಾರದ ಆರನೇ ಗ್ಯಾರಂಟಿ ಎಂದು ಹೇಳಿದರು. ರೈತರ ಬದುಕಿಗೆ ನೀರು ಕೊಡುವ ಕೆಲಸ ಮಾಡುತ್ತಿದ್ದೇವೆ. 1,11,11,111 ಜನರಿಗೆ ಪ್ರಯೋಜನವಾಗುತ್ತಿದೆ. ನಮ್ಮ ಎಲ್ಲ ಯೋಜನೆಗಳೂ ಜನಪರವಾಗಿವೆ. ಮುಂದಿನ ದಿನಗಳಲ್ಲೂ ಇಂತಹ ಯೋಜನೆಗಳನ್ನು ಜಾರಿಗೆ ತರಲಿದ್ದೇವೆ ಎಂದರು. (591, 1039, 1063, 1102)
